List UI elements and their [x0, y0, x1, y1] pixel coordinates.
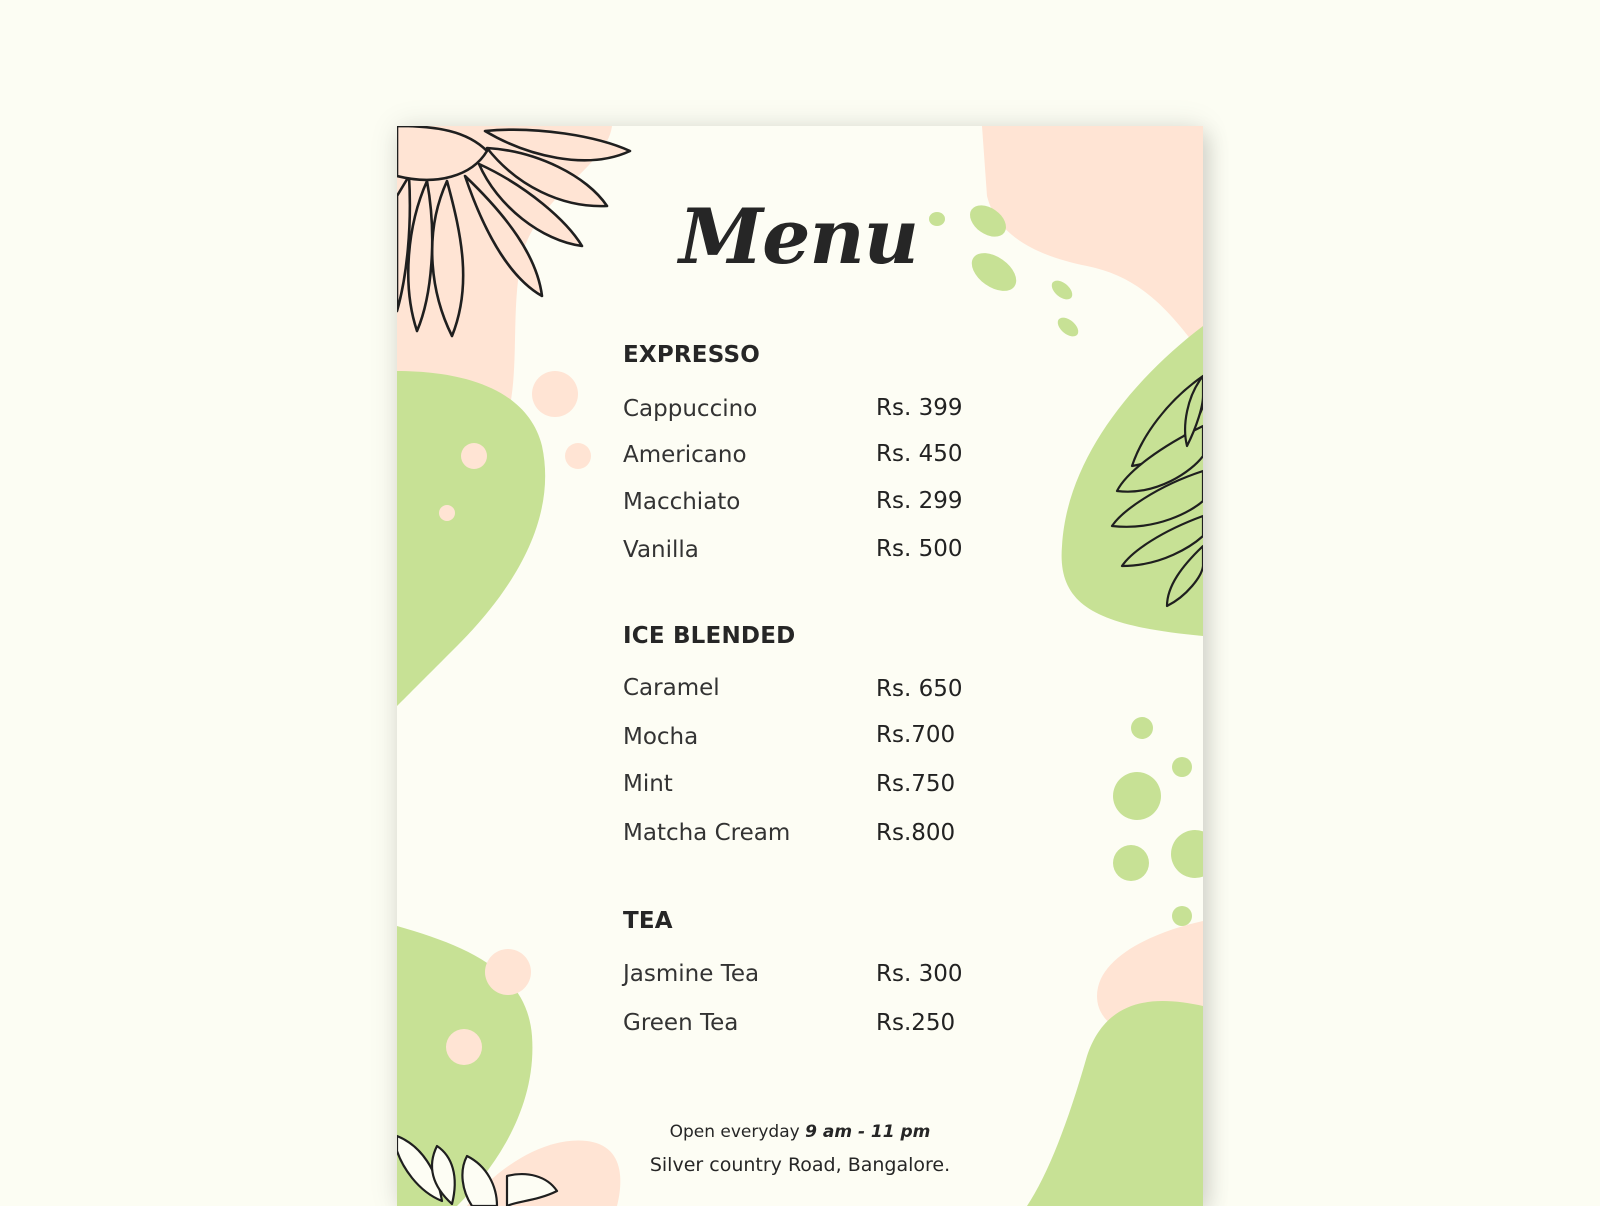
- peach-blob-top-right: [982, 126, 1203, 356]
- peach-dot: [565, 443, 591, 469]
- address: Silver country Road, Bangalore.: [649, 1154, 951, 1176]
- item-name: Jasmine Tea: [623, 961, 760, 987]
- green-dot: [1113, 772, 1161, 820]
- peach-dot: [532, 371, 578, 417]
- menu-title: Menu: [679, 192, 918, 281]
- item-price: Rs. 450: [876, 441, 963, 467]
- green-dot: [1131, 717, 1153, 739]
- item-price: Rs. 300: [876, 961, 963, 987]
- peach-dot: [461, 443, 487, 469]
- peach-dot: [446, 1029, 482, 1065]
- green-leaf-dot: [1054, 314, 1081, 340]
- green-leaf-dot: [1048, 277, 1075, 303]
- item-price: Rs.700: [876, 722, 956, 748]
- item-price: Rs.800: [876, 820, 956, 846]
- decorative-background: [397, 126, 1203, 1206]
- peach-dot: [439, 505, 455, 521]
- item-name: Mocha: [623, 724, 699, 750]
- opening-hours: [397, 1122, 1203, 1142]
- green-blob-left: [397, 371, 545, 706]
- hours-prefix: Open everyday: [669, 1122, 800, 1142]
- peach-dot: [485, 949, 531, 995]
- item-name: Cappuccino: [623, 396, 758, 422]
- item-name: Matcha Cream: [623, 820, 791, 846]
- green-dot: [1172, 906, 1192, 926]
- section-heading-expresso: EXPRESSO: [623, 342, 760, 368]
- item-name: Caramel: [623, 675, 720, 701]
- item-name: Macchiato: [623, 489, 741, 515]
- menu-card: [397, 126, 1203, 1206]
- green-dot: [1171, 830, 1203, 878]
- hours-value: 9 am - 11 pm: [805, 1122, 931, 1142]
- item-name: Green Tea: [623, 1010, 739, 1036]
- section-heading-tea: TEA: [623, 908, 673, 934]
- item-price: Rs. 299: [876, 488, 963, 514]
- item-price: Rs.750: [876, 771, 956, 797]
- item-price: Rs. 399: [876, 395, 963, 421]
- item-name: Americano: [623, 442, 747, 468]
- section-heading-ice-blended: ICE BLENDED: [623, 623, 796, 649]
- item-name: Vanilla: [623, 537, 699, 563]
- item-price: Rs. 650: [876, 676, 963, 702]
- item-price: Rs. 500: [876, 536, 963, 562]
- green-dot: [1172, 757, 1192, 777]
- item-price: Rs.250: [876, 1010, 956, 1036]
- item-name: Mint: [623, 771, 673, 797]
- green-dot: [1113, 845, 1149, 881]
